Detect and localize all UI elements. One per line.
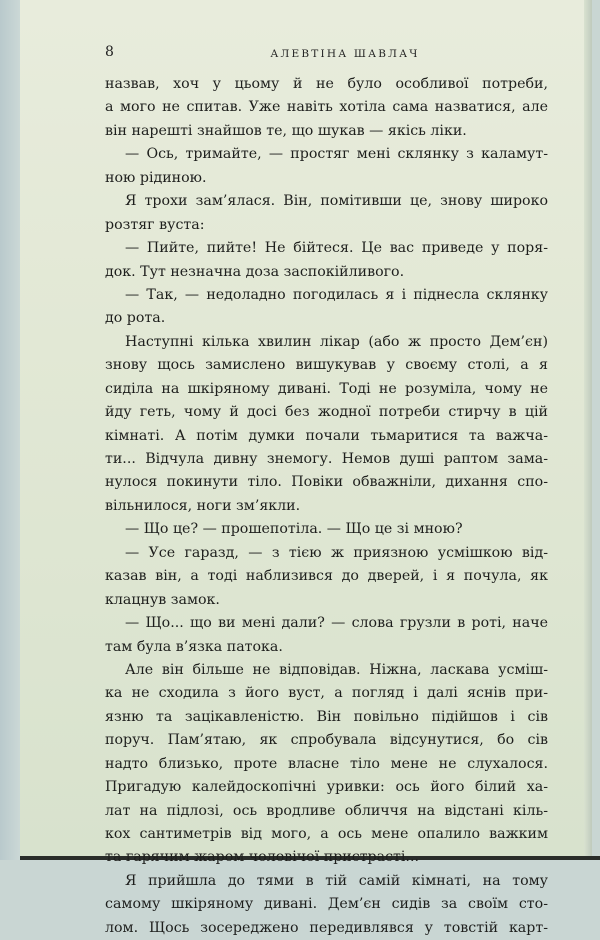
text-line: — Пийте, пийте! Не бійтеся. Це вас приведе у поря- (125, 240, 548, 257)
text-line: кімнаті. А потім думки почали тьмаритися та важча- (105, 427, 548, 444)
running-title: АЛЕВТІНА ШАВЛАЧ (270, 48, 420, 60)
page-header (105, 42, 545, 66)
text-line: до рота. (105, 310, 166, 327)
text-line: ною рідиною. (105, 169, 207, 186)
text-line: вільнилося, ноги зм’якли. (105, 497, 301, 514)
text-line: лат на підлозі, ось вродливе обличчя на відстані кіль- (105, 802, 548, 819)
text-line: — Усе гаразд, — з тією ж приязною усмішкою від- (125, 544, 548, 561)
text-line: знову щось замислено вишукував у своєму столі, а я (105, 357, 548, 374)
text-line: — Ось, тримайте, — простяг мені склянку з каламут- (125, 146, 548, 163)
text-line: поруч. Пам’ятаю, як спробувала відсунутися, бо сів (105, 732, 548, 749)
text-line: кох сантиметрів від мого, а ось мене опалило важким (105, 826, 548, 842)
text-line: він нарешті знайшов те, що шукав — якісь ліки. (105, 122, 467, 139)
text-line: Пригадую калейдоскопічні уривки: ось його білий ха- (105, 779, 548, 796)
text-line: — Так, — недоладно погодилась я і піднесла склянку (125, 286, 548, 303)
text-line: назвав, хоч у цьому й не було особливої потреби, (105, 76, 548, 92)
text-line: — Що... що ви мені дали? — слова грузли в роті, наче (125, 615, 548, 632)
text-line: ти... Відчула дивну знемогу. Немов душі раптом зама- (105, 451, 548, 467)
text-line: док. Тут незначна доза заспокійливого. (105, 263, 405, 280)
text-line: а мого не спитав. Уже навіть хотіла сама назватися, але (105, 99, 548, 116)
text-line: йду геть, чому й досі без жодної потреби стирчу в цій (105, 404, 548, 421)
text-line: — Що це? — прошепотіла. — Що це зі мною? (125, 521, 463, 538)
text-line: Наступні кілька хвилин лікар (або ж просто Дем’єн) (125, 333, 548, 350)
body-text (105, 73, 548, 940)
text-line: язню та зацікавленістю. Він повільно підійшов і сів (105, 708, 548, 725)
text-line: розтяг вуста: (105, 216, 205, 233)
text-line: Я трохи зам’ялася. Він, помітивши це, знову широко (125, 193, 548, 210)
text-line: ка не сходила з його вуст, а погляд і далі яснів при- (105, 685, 548, 702)
text-line: там була в’язка патока. (105, 638, 283, 655)
text-line: лом. Щось зосереджено передивлявся у товстій карт- (105, 919, 548, 936)
text-line: сиділа на шкіряному дивані. Тоді не розуміла, чому не (105, 380, 548, 397)
page-edge (584, 0, 592, 856)
text-line: самому шкіряному дивані. Дем’єн сидів за своїм сто- (105, 896, 548, 913)
text-line: клацнув замок. (105, 591, 220, 608)
text-line: надто близько, проте власне тіло мене не слухалося. (105, 755, 548, 772)
text-line: Але він більше не відповідав. Ніжна, ласкава усміш- (125, 661, 548, 678)
text-line: та гарячим жаром чоловічої пристрасті... (105, 849, 419, 866)
text-line: нулося покинути тіло. Повіки обважніли, дихання спо- (105, 474, 548, 491)
background-edge (0, 0, 20, 860)
text-line: казав він, а тоді наблизився до дверей, і я почула, як (105, 568, 548, 585)
page-number: 8 (105, 44, 114, 60)
text-line: Я прийшла до тями в тій самій кімнаті, на тому (125, 872, 548, 889)
